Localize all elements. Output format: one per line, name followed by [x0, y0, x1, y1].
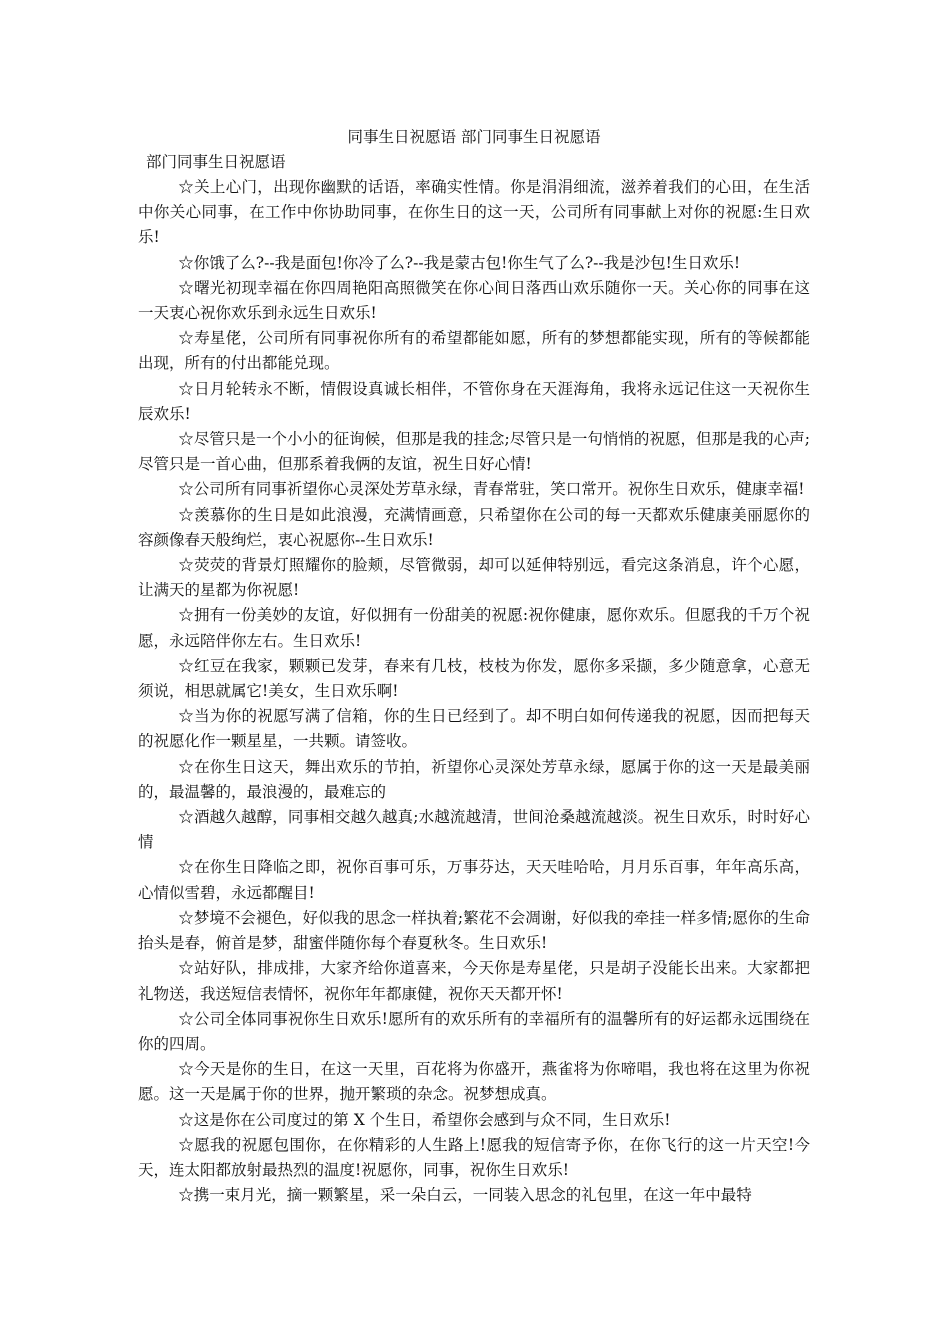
wish-paragraph: ☆当为你的祝愿写满了信箱，你的生日已经到了。却不明白如何传递我的祝愿，因而把每天的祝愿化作一颗星星，一共颗。请签收。: [138, 707, 810, 751]
wish-paragraph: ☆尽管只是一个小小的征询候，但那是我的挂念;尽管只是一句悄悄的祝愿，但那是我的心声;尽管只是一首心曲，但那系着我俩的友谊，祝生日好心情!: [138, 430, 810, 474]
wish-paragraph: ☆携一束月光，摘一颗繁星，采一朵白云，一同装入思念的礼包里，在这一年中最特: [178, 1186, 752, 1205]
wish-paragraph: ☆日月轮转永不断，情假设真诚长相伴，不管你身在天涯海角，我将永远记住这一天祝你生辰欢乐!: [138, 379, 810, 423]
wish-paragraph: ☆公司所有同事祈望你心灵深处芳草永绿，青春常驻，笑口常开。祝你生日欢乐，健康幸福!: [178, 480, 805, 499]
wish-paragraph: ☆荧荧的背景灯照耀你的脸颊，尽管微弱，却可以延伸特别远，看完这条消息，许个心愿，让满天的星都为你祝愿!: [138, 556, 810, 600]
wish-paragraph: ☆关上心门，出现你幽默的话语，率确实性情。你是涓涓细流，滋养着我们的心田，在生活中你关心同事，在工作中你协助同事，在你生日的这一天，公司所有同事献上对你的祝愿:生日欢乐!: [138, 178, 810, 247]
wish-paragraph: ☆拥有一份美妙的友谊，好似拥有一份甜美的祝愿:祝你健康，愿你欢乐。但愿我的千万个祝愿，永远陪伴你左右。生日欢乐!: [138, 606, 810, 650]
document-body: [138, 124, 810, 1208]
wish-paragraph: ☆愿我的祝愿包围你，在你精彩的人生路上!愿我的短信寄予你，在你飞行的这一片天空!今天，连太阳都放射最热烈的温度!祝愿你，同事，祝你生日欢乐!: [138, 1135, 810, 1179]
wish-paragraph: ☆梦境不会褪色，好似我的思念一样执着;繁花不会凋谢，好似我的牵挂一样多情;愿你的生命抬头是春，俯首是梦，甜蜜伴随你每个春夏秋冬。生日欢乐!: [138, 908, 810, 953]
wish-paragraph: ☆公司全体同事祝你生日欢乐!愿所有的欢乐所有的幸福所有的温馨所有的好运都永远围绕在你的四周。: [138, 1009, 810, 1053]
wish-paragraph: ☆今天是你的生日，在这一天里，百花将为你盛开，燕雀将为你啼唱，我也将在这里为你祝愿。这一天是属于你的世界，抛开繁琐的杂念。祝梦想成真。: [138, 1060, 810, 1104]
wish-paragraph: ☆在你生日降临之即，祝你百事可乐，万事芬达，天天哇哈哈，月月乐百事，年年高乐高，心情似雪碧，永远都醒目!: [138, 858, 810, 902]
wish-paragraph: ☆寿星佬，公司所有同事祝你所有的希望都能如愿，所有的梦想都能实现，所有的等候都能出现，所有的付出都能兑现。: [138, 329, 810, 373]
document-title: 同事生日祝愿语 部门同事生日祝愿语: [347, 128, 601, 146]
document-subtitle: 部门同事生日祝愿语: [146, 153, 286, 171]
wish-paragraph: ☆酒越久越醇，同事相交越久越真;水越流越清，世间沧桑越流越淡。祝生日欢乐，时时好心情: [138, 808, 810, 852]
wish-paragraph: ☆站好队，排成排，大家齐给你道喜来，今天你是寿星佬，只是胡子没能长出来。大家都把礼物送，我送短信表情怀，祝你年年都康健，祝你天天都开怀!: [138, 959, 810, 1003]
wish-paragraph: ☆在你生日这天，舞出欢乐的节拍，祈望你心灵深处芳草永绿，愿属于你的这一天是最美丽的，最温馨的，最浪漫的，最难忘的: [138, 757, 810, 801]
wish-paragraph: ☆这是你在公司度过的第 X 个生日，希望你会感到与众不同，生日欢乐!: [178, 1110, 671, 1129]
paragraph-list: [138, 175, 810, 1208]
wish-paragraph: ☆红豆在我家，颗颗已发芽，春来有几枝，枝枝为你发，愿你多采撷，多少随意拿，心意无须说，相思就属它!美女，生日欢乐啊!: [138, 656, 810, 701]
wish-paragraph: ☆你饿了么?--我是面包!你冷了么?--我是蒙古包!你生气了么?--我是沙包!生日欢乐!: [178, 253, 741, 272]
wish-paragraph: ☆曙光初现幸福在你四周艳阳高照微笑在你心间日落西山欢乐随你一天。关心你的同事在这一天衷心祝你欢乐到永远生日欢乐!: [138, 278, 810, 323]
wish-paragraph: ☆羡慕你的生日是如此浪漫，充满情画意，只希望你在公司的每一天都欢乐健康美丽愿你的容颜像春天般绚烂，衷心祝愿你--生日欢乐!: [138, 505, 810, 549]
